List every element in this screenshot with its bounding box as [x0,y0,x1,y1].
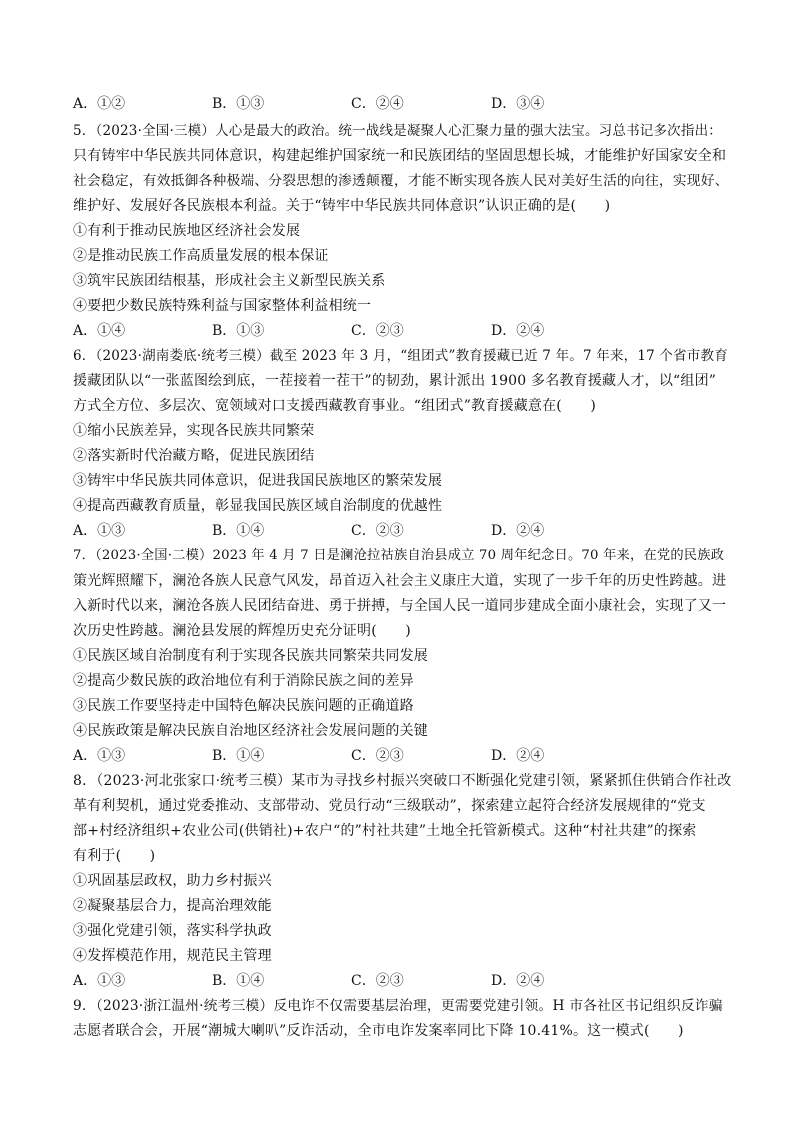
q8-item-4: ④发挥模范作用，规范民主管理 [73,948,272,964]
q9-stem-line-1: 9．（2023·浙江温州·统考三模）反电诈不仅需要基层治理，更需要党建引领。H 市各社区书记组织反诈骗 [73,998,723,1014]
q6-stem-line-2: 援藏团队以“一张蓝图绘到底，一茬接着一茬干”的韧劲，累计派出 1900 多名教育援藏人才，以“组团” [73,373,717,389]
option-b: B．①③ [212,96,265,112]
q7-stem-line-1: 7．（2023·全国·二模）2023 年 4 月 7 日是澜沧拉祜族自治县成立 70 周年纪念日。70 年来，在党的民族政 [73,548,725,563]
option-b: B．①④ [212,748,265,764]
q8-item-2: ②凝聚基层合力，提高治理效能 [73,898,272,914]
q5-stem-line-1: 5．（2023·全国·三模）人心是最大的政治。统一战线是凝聚人心汇聚力量的强大法宝。习总书记多次指出： [73,123,722,139]
q7-stem-line-2: 策光辉照耀下，澜沧各族人民意气风发，昂首迈入社会主义康庄大道，实现了一步千年的历史性跨越。进 [73,573,727,589]
q5-stem-line-3: 社会稳定，有效抵御各种极端、分裂思想的渗透颠覆，才能不断实现各族人民对美好生活的向往，实现好、 [73,173,729,189]
option-a: A．①② [73,96,126,112]
q8-stem-line-4: 有利于( ) [73,848,156,864]
option-a: A．①③ [73,523,126,539]
option-d: D．②④ [491,323,545,339]
q5-stem-line-2: 只有铸牢中华民族共同体意识，构建起维护国家统一和民族团结的坚固思想长城，才能维护好国家安全和 [73,148,727,164]
q5-stem-line-4: 维护好、发展好各民族根本利益。关于“铸牢中华民族共同体意识”认识正确的是( ) [73,198,611,214]
q8-item-1: ①巩固基层政权，助力乡村振兴 [73,873,272,889]
q7-item-3: ③民族工作要坚持走中国特色解决民族问题的正确道路 [73,698,414,714]
q7-item-2: ②提高少数民族的政治地位有利于消除民族之间的差异 [73,673,414,689]
option-c: C．②③ [351,523,404,539]
option-d: D．②④ [491,973,545,989]
q7-stem-line-4: 次历史性跨越。澜沧县发展的辉煌历史充分证明( ) [73,623,411,639]
option-c: C．②④ [351,96,404,112]
option-c: C．②③ [351,323,404,339]
q5-options [73,321,733,341]
option-b: B．①④ [212,523,265,539]
option-a: A．①④ [73,323,126,339]
option-d: D．②④ [491,523,545,539]
option-a: A．①③ [73,973,126,989]
option-c: C．②③ [351,973,404,989]
q5-item-1: ①有利于推动民族地区经济社会发展 [73,223,301,239]
option-d: D．②④ [491,748,545,764]
q5-item-3: ③筑牢民族团结根基，形成社会主义新型民族关系 [73,273,386,289]
q7-options [73,746,733,766]
q5-item-2: ②是推动民族工作高质量发展的根本保证 [73,248,329,264]
q8-stem-line-2: 革有利契机，通过党委推动、支部带动、党员行动“三级联动”，探索建立起符合经济发展规律的“党支 [73,798,706,814]
q6-item-4: ④提高西藏教育质量，彰显我国民族区域自治制度的优越性 [73,498,443,514]
q6-item-3: ③铸牢中华民族共同体意识，促进我国民族地区的繁荣发展 [73,473,443,489]
q6-item-2: ②落实新时代治藏方略，促进民族团结 [73,448,315,464]
q8-stem-line-3: 部+村经济组织+农业公司(供销社)+农户“的”村社共建”土地全托管新模式。这种“村社共建”的探索 [73,823,697,839]
q5-item-4: ④要把少数民族特殊利益与国家整体利益相统一 [73,298,372,314]
q6-item-1: ①缩小民族差异，实现各民族共同繁荣 [73,423,315,439]
q8-options [73,971,733,991]
q6-stem-line-3: 方式全方位、多层次、宽领域对口支援西藏教育事业。“组团式”教育援藏意在( ) [73,398,597,414]
q7-item-1: ①民族区域自治制度有利于实现各民族共同繁荣共同发展 [73,648,428,664]
q7-item-4: ④民族政策是解决民族自治地区经济社会发展问题的关键 [73,723,428,739]
option-c: C．②③ [351,748,404,764]
q8-stem-line-1: 8．（2023·河北张家口·统考三模）某市为寻找乡村振兴突破口不断强化党建引领，紧紧抓住供销合作社改 [73,773,732,789]
q8-item-3: ③强化党建引领，落实科学执政 [73,923,272,939]
option-a: A．①③ [73,748,126,764]
option-b: B．①④ [212,973,265,989]
q9-stem-line-2: 志愿者联合会，开展“潮城大喇叭”反诈活动，全市电诈发案率同比下降 10.41%。这一模式( ) [73,1023,684,1039]
q4-options [73,94,733,114]
option-b: B．①③ [212,323,265,339]
option-d: D．③④ [491,96,545,112]
q6-stem-line-1: 6．（2023·湖南娄底·统考三模）截至 2023 年 3 月，“组团式”教育援藏已近 7 年。7 年来，17 个省市教育 [73,348,728,364]
q6-options [73,521,733,541]
q7-stem-line-3: 入新时代以来，澜沧各族人民团结奋进、勇于拼搏，与全国人民一道同步建成全面小康社会，实现了又一 [73,598,727,614]
